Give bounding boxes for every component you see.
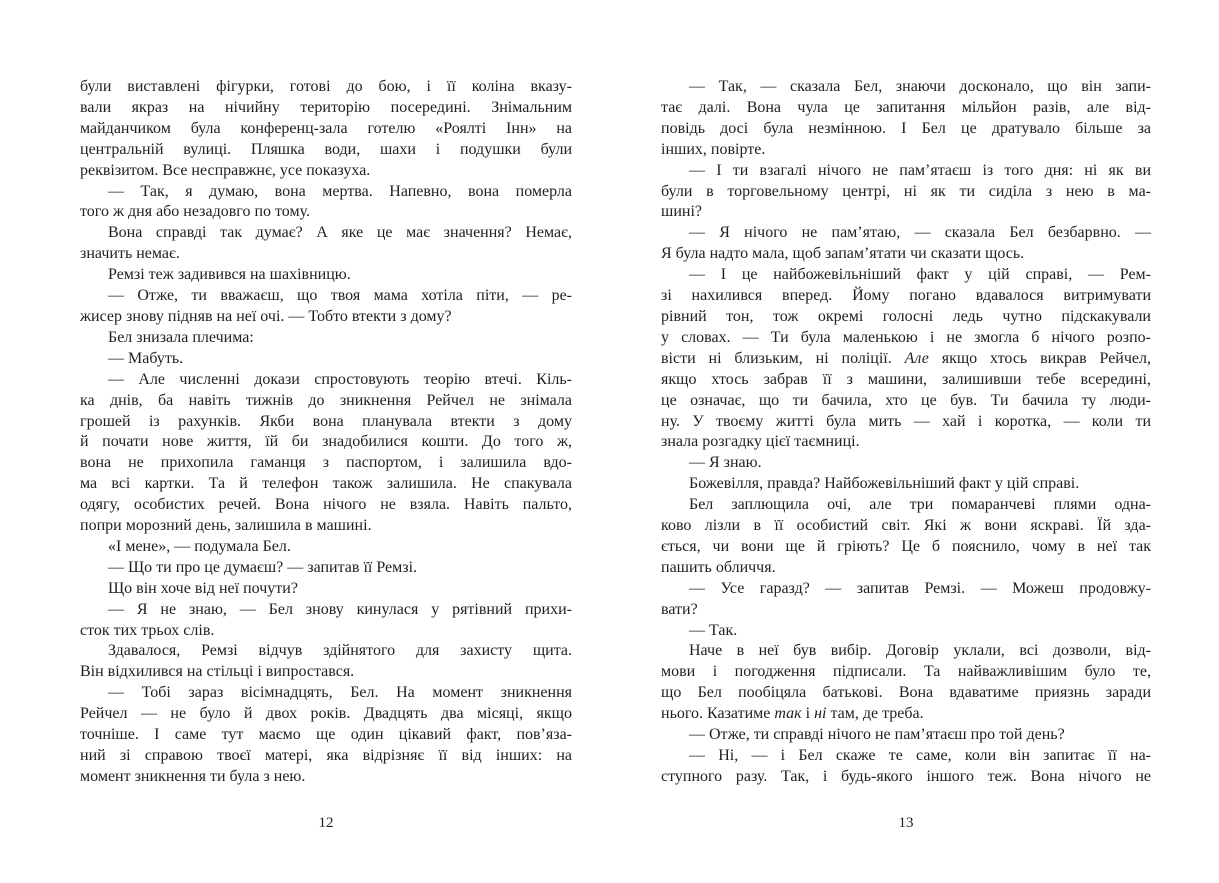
text-line <box>80 746 572 767</box>
text-segment: Ремзі теж задивився на шахівницю. <box>108 266 351 284</box>
text-segment: того ж дня або незадовго по тому. <box>80 203 311 221</box>
paragraph <box>661 223 1151 265</box>
paragraph <box>80 223 572 265</box>
text-line <box>661 662 1151 683</box>
text-segment: Я була надто мала, щоб запам’ятати чи сказати щось. <box>661 245 1025 263</box>
text-segment: одягу, особистих речей. Вона нічого не взяла. Навіть пальто, <box>80 496 572 514</box>
text-line <box>80 265 572 286</box>
text-segment: Вона справді так думає? А яке це має значення? Немає, <box>108 224 572 242</box>
text-segment: були в торговельному центрі, ні як ти сиділа з нею в ма- <box>661 182 1151 200</box>
text-segment: ково лізли в її особистий світ. Які ж вони яскраві. Їй зда- <box>661 517 1151 535</box>
paragraph <box>661 725 1151 746</box>
text-line <box>661 432 1151 453</box>
text-segment: ступного разу. Так, і будь-якого іншого теж. Вона нічого не <box>661 767 1151 785</box>
text-segment: точніше. І саме тут маємо ще один цікавий факт, пов’яза- <box>80 726 572 744</box>
text-segment: якщо хтось забрав її з машини, залишивши тебе всередині, <box>661 370 1151 388</box>
text-line <box>80 579 572 600</box>
text-line <box>80 286 572 307</box>
text-line <box>661 683 1151 704</box>
text-segment: жисер знову підняв на неї очі. — Тобто втекти з дому? <box>80 307 452 325</box>
text-segment: у словах. — Ти була маленькою і не змогла б нічого розпо- <box>661 328 1151 346</box>
text-segment: значить немає. <box>80 245 180 263</box>
paragraph <box>661 77 1151 161</box>
text-line <box>661 453 1151 474</box>
text-segment: й почати нове життя, їй би знадобилися кошти. До того ж, <box>80 433 572 451</box>
paragraph <box>661 641 1151 725</box>
text-line <box>661 98 1151 119</box>
text-line <box>80 98 572 119</box>
text-line <box>661 307 1151 328</box>
paragraph <box>80 537 572 558</box>
text-segment: — Усе гаразд? — запитав Ремзі. — Можеш продовжу- <box>689 579 1151 597</box>
text-line <box>661 286 1151 307</box>
page-left-text-block <box>80 77 572 788</box>
text-line <box>661 244 1151 265</box>
paragraph <box>80 370 572 537</box>
text-line <box>80 223 572 244</box>
text-line <box>661 641 1151 662</box>
text-line <box>661 725 1151 746</box>
text-segment: нього. Казатиме <box>661 705 775 723</box>
text-segment: якщо хтось викрав Рейчел, <box>928 349 1151 367</box>
text-segment: Наче в неї був вибір. Договір уклали, всі дозволи, від- <box>689 642 1151 660</box>
text-segment: — Мабуть. <box>108 349 184 367</box>
text-line <box>661 474 1151 495</box>
text-segment: попри морозний день, залишила в машині. <box>80 517 372 535</box>
text-line <box>80 537 572 558</box>
text-segment: сток тих трьох слів. <box>80 621 215 639</box>
text-line <box>661 537 1151 558</box>
text-segment: Що він хоче від неї почути? <box>108 579 298 597</box>
paragraph <box>80 579 572 600</box>
text-segment: мови і погодження підписали. Та найважливішим було те, <box>661 663 1151 681</box>
text-segment: момент зникнення ти була з нею. <box>80 767 306 785</box>
paragraph <box>80 558 572 579</box>
text-segment: ма всі картки. Та й телефон також залишила. Не спакувала <box>80 475 572 493</box>
text-segment: вісти ні близьким, ні поліції. <box>661 349 905 367</box>
text-segment: — Я знаю. <box>689 454 762 472</box>
text-line <box>80 725 572 746</box>
italic-text-segment: так <box>774 705 802 723</box>
paragraph <box>80 77 572 182</box>
text-line <box>80 370 572 391</box>
paragraph <box>661 161 1151 224</box>
text-line <box>80 704 572 725</box>
paragraph <box>80 349 572 370</box>
text-segment: — І це найбожевільніший факт у цій справі, — Рем- <box>689 266 1151 284</box>
text-line <box>80 767 572 788</box>
text-segment: що Бел пообіцяла батькові. Вона вдаватиме приязнь заради <box>661 684 1151 702</box>
text-line <box>661 119 1151 140</box>
text-line <box>80 161 572 182</box>
text-line <box>661 746 1151 767</box>
text-segment: це означає, що ти бачила, хто це був. Ти бачила ту люди- <box>661 391 1151 409</box>
text-segment: — І ти взагалі нічого не пам’ятаєш із того дня: ні як ви <box>689 161 1151 179</box>
text-line <box>80 683 572 704</box>
text-line <box>661 600 1151 621</box>
text-segment: Він відхилився на стільці і випростався. <box>80 663 355 681</box>
page-right-text-block <box>661 77 1151 788</box>
text-line <box>80 516 572 537</box>
paragraph <box>661 579 1151 621</box>
italic-text-segment: ні <box>814 705 827 723</box>
text-line <box>80 182 572 203</box>
text-line <box>80 307 572 328</box>
text-line <box>661 202 1151 223</box>
paragraph <box>661 746 1151 788</box>
text-line <box>661 370 1151 391</box>
text-segment: тає далі. Вона чула це запитання мільйон разів, але від- <box>661 98 1151 116</box>
text-segment: — Так. <box>689 621 738 639</box>
text-line <box>661 77 1151 98</box>
text-segment: центральній вулиці. Пляшка води, шахи і подушки були <box>80 140 572 158</box>
text-line <box>661 182 1151 203</box>
text-segment: ну. У твоєму житті була мить — хай і коротка, — коли ти <box>661 412 1151 430</box>
text-segment: майданчиком була конференц-зала готелю «Роялті Інн» на <box>80 119 572 137</box>
text-line <box>661 516 1151 537</box>
text-line <box>80 77 572 98</box>
text-line <box>80 600 572 621</box>
text-line <box>80 474 572 495</box>
text-segment: Бел знизала плечима: <box>108 328 254 346</box>
text-segment: зі нахилився вперед. Йому погано вдавалося витримувати <box>661 287 1151 305</box>
text-line <box>661 621 1151 642</box>
text-segment: ний зі справою твоєї матері, яка відрізняє її від інших: на <box>80 747 572 764</box>
text-line <box>661 579 1151 600</box>
text-line <box>80 453 572 474</box>
text-line <box>80 140 572 161</box>
text-line <box>80 641 572 662</box>
text-line <box>661 412 1151 433</box>
text-line <box>80 558 572 579</box>
text-line <box>80 432 572 453</box>
text-segment: Здавалося, Ремзі відчув здійнятого для захисту щита. <box>108 642 572 660</box>
text-line <box>80 349 572 370</box>
paragraph <box>661 453 1151 474</box>
text-segment: ка днів, ба навіть тижнів до зникнення Рейчел не знімала <box>80 391 572 409</box>
text-line <box>661 223 1151 244</box>
text-segment: — Отже, ти справді нічого не пам’ятаєш про той день? <box>689 726 1065 744</box>
text-segment: Бел заплющила очі, але три помаранчеві плями одна- <box>689 496 1151 514</box>
paragraph <box>661 495 1151 579</box>
text-segment: були виставлені фігурки, готові до бою, і її коліна вказу- <box>80 78 572 95</box>
paragraph <box>80 265 572 286</box>
text-line <box>80 495 572 516</box>
paragraph <box>661 621 1151 642</box>
text-line <box>661 140 1151 161</box>
text-segment: вати? <box>661 600 698 618</box>
text-segment: знала розгадку цієї таємниці. <box>661 433 860 451</box>
text-segment: інших, повірте. <box>661 140 766 158</box>
text-line <box>661 704 1151 725</box>
text-line <box>661 558 1151 579</box>
text-segment: вали якраз на нічийну територію посередині. Знімальним <box>80 98 572 116</box>
text-line <box>80 412 572 433</box>
text-segment: повідь досі була незмінною. І Бел це дратувало більше за <box>661 119 1151 137</box>
italic-text-segment: Але <box>904 349 929 367</box>
paragraph <box>80 182 572 224</box>
text-segment: грошей із рахунків. Якби вона планувала втекти з дому <box>80 412 572 430</box>
text-line <box>80 391 572 412</box>
text-segment: — Так, — сказала Бел, знаючи досконало, що він запи- <box>689 78 1151 95</box>
text-line <box>80 328 572 349</box>
text-segment: Божевілля, правда? Найбожевільніший факт у цій справі. <box>689 475 1080 493</box>
text-segment: пашить обличчя. <box>661 558 776 576</box>
text-line <box>661 767 1151 788</box>
text-segment: — Я не знаю, — Бел знову кинулася у рятівний прихи- <box>108 600 572 618</box>
paragraph <box>661 265 1151 453</box>
text-segment: Рейчел — не було й двох років. Двадцять два місяці, якщо <box>80 705 572 723</box>
text-segment: рівний тон, тож окремі голосні ледь чутно підскакували <box>661 307 1151 325</box>
text-line <box>80 119 572 140</box>
text-segment: там, де треба. <box>826 705 924 723</box>
text-line <box>661 391 1151 412</box>
paragraph <box>80 683 572 788</box>
text-line <box>661 349 1151 370</box>
text-segment: — Ні, — і Бел скаже те саме, коли він запитає її на- <box>689 747 1151 764</box>
paragraph <box>80 286 572 328</box>
paragraph <box>80 328 572 349</box>
text-segment: і <box>801 705 815 723</box>
page-number-right: 13 <box>898 815 914 831</box>
text-segment: — Що ти про це думаєш? — запитав її Ремзі. <box>108 558 418 576</box>
paragraph <box>80 600 572 642</box>
text-segment: — Отже, ти вважаєш, що твоя мама хотіла піти, — ре- <box>108 287 572 305</box>
text-line <box>80 662 572 683</box>
text-line <box>80 244 572 265</box>
paragraph <box>661 474 1151 495</box>
text-line <box>80 621 572 642</box>
paragraph <box>80 641 572 683</box>
text-line <box>661 328 1151 349</box>
text-segment: вона не прихопила гаманця з паспортом, і залишила вдо- <box>80 454 572 472</box>
text-line <box>80 202 572 223</box>
text-segment: — Так, я думаю, вона мертва. Напевно, вона померла <box>108 182 572 200</box>
text-line <box>661 265 1151 286</box>
text-segment: шині? <box>661 203 702 221</box>
text-segment: — Але численні докази спростовують теорію втечі. Кіль- <box>108 370 572 388</box>
text-line <box>661 495 1151 516</box>
text-segment: — Тобі зараз вісімнадцять, Бел. На момент зникнення <box>108 684 572 702</box>
text-line <box>661 161 1151 182</box>
text-segment: реквізитом. Все несправжнє, усе показуха. <box>80 161 371 179</box>
page-number-left: 12 <box>318 815 334 831</box>
text-segment: — Я нічого не пам’ятаю, — сказала Бел безбарвно. — <box>689 224 1151 242</box>
text-segment: «І мене», — подумала Бел. <box>108 537 291 555</box>
text-segment: ється, чи вони ще й гріють? Це б пояснило, чому в неї так <box>661 537 1151 555</box>
